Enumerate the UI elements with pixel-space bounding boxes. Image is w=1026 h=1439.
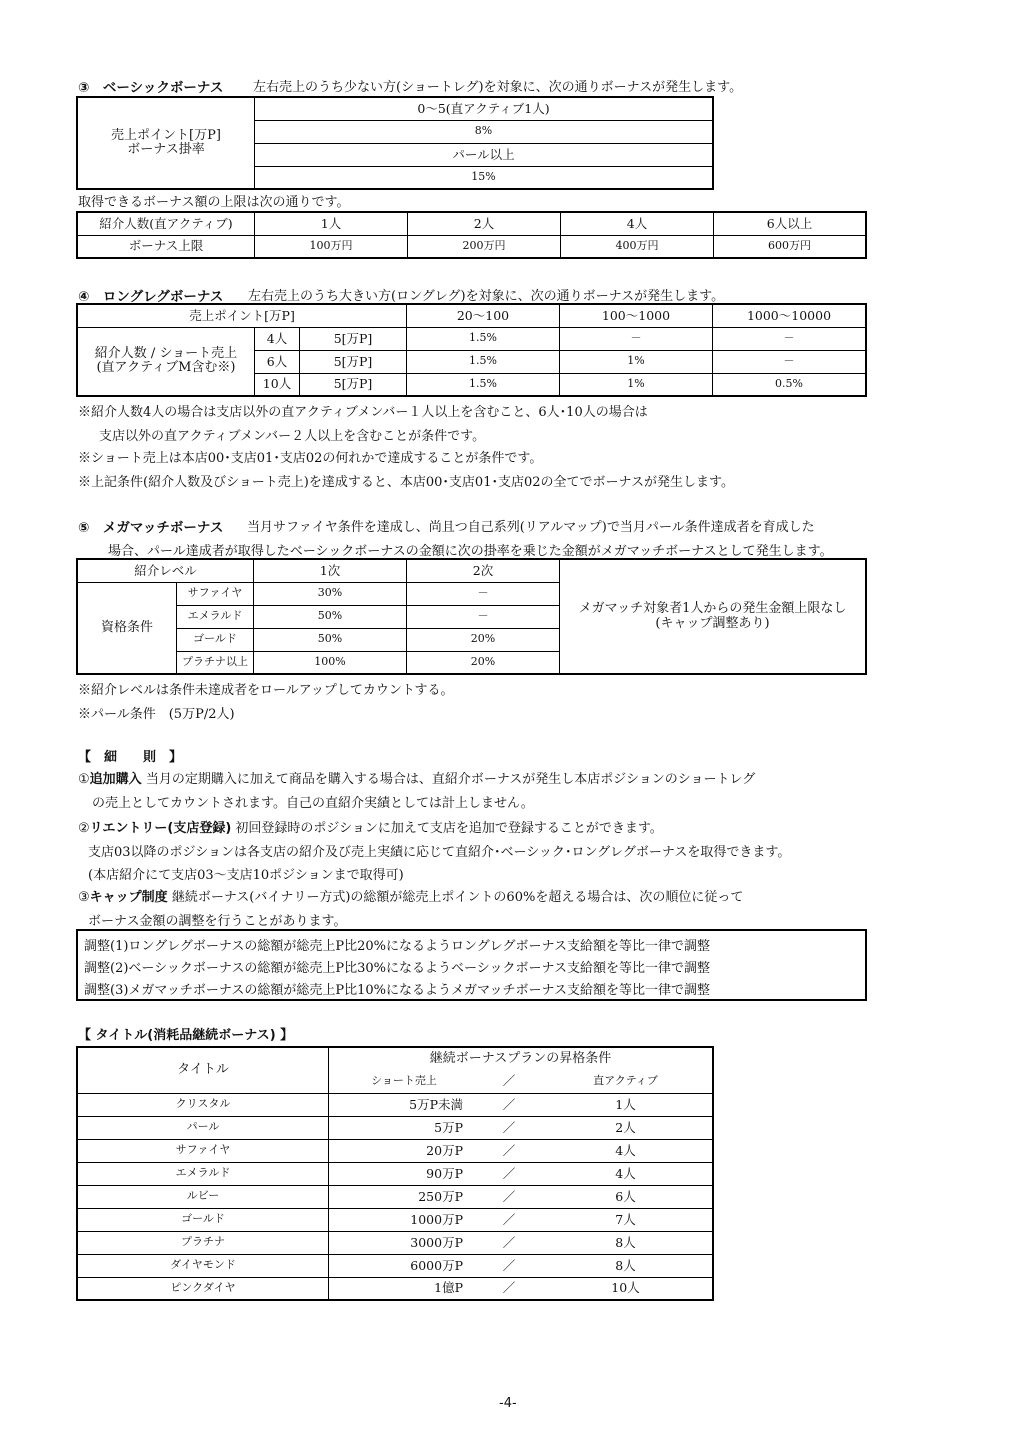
slash-separator: ／ bbox=[479, 1070, 539, 1093]
adjust-line: 調整(2)ベーシックボーナスの総額が総売上P比30%になるようベーシックボーナス支給額を等比一律で調整 bbox=[84, 961, 710, 976]
longleg-cell: 5[万P] bbox=[300, 373, 407, 396]
longleg-header: 20～100 bbox=[407, 304, 560, 327]
title-rank: パール bbox=[77, 1116, 329, 1139]
longleg-note: ※紹介人数4人の場合は支店以外の直アクティブメンバー１人以上を含むこと、6人･10人の場合は bbox=[78, 405, 648, 420]
longleg-header: 売上ポイント[万P] bbox=[77, 304, 407, 327]
mega-desc: 当月サファイヤ条件を達成し、尚且つ自己系列(リアルマップ)で当月パール条件達成者を育成した bbox=[247, 520, 815, 535]
mega-desc: 場合、パール達成者が取得したベーシックボーナスの金額に次の掛率を乗じた金額がメガマッチボーナスとして発生します。 bbox=[108, 544, 833, 559]
mega-rank: サファイヤ bbox=[177, 582, 254, 605]
longleg-desc: 左右売上のうち大きい方(ロングレグ)を対象に、次の通りボーナスが発生します。 bbox=[248, 289, 725, 304]
slash-separator: ／ bbox=[479, 1277, 539, 1300]
title-rank: ゴールド bbox=[77, 1208, 329, 1231]
longleg-cell: 1% bbox=[560, 350, 713, 373]
rule-cont: 支店03以降のポジションは各支店の紹介及び売上実績に応じて直紹介･ベーシック･ロングレグボーナスを取得できます。 bbox=[88, 845, 791, 860]
title-active: 7人 bbox=[539, 1208, 713, 1231]
mega-header: 2次 bbox=[407, 559, 560, 582]
title-group-header: 継続ボーナスプランの昇格条件 bbox=[329, 1047, 714, 1070]
title-rank: クリスタル bbox=[77, 1093, 329, 1116]
adjust-line: 調整(3)メガマッチボーナスの総額が総売上P比10%になるようメガマッチボーナス支給額を等比一律で調整 bbox=[84, 983, 710, 998]
slash-separator: ／ bbox=[479, 1162, 539, 1185]
slash-separator: ／ bbox=[479, 1208, 539, 1231]
limit-header: 4人 bbox=[561, 212, 714, 235]
longleg-row-label: 紹介人数 / ショート売上 (直アクティブM含む※) bbox=[77, 327, 255, 396]
title-sales: 3000万P bbox=[329, 1231, 480, 1254]
rule-cont: (本店紹介にて支店03～支店10ポジションまで取得可) bbox=[88, 868, 404, 883]
title-col-header: タイトル bbox=[77, 1047, 329, 1093]
rule-item bbox=[78, 768, 755, 787]
longleg-table bbox=[76, 303, 867, 397]
rule-item bbox=[78, 817, 663, 836]
rule-text: 初回登録時のポジションに加えて支店を追加で登録することができます。 bbox=[235, 821, 663, 836]
mega-table bbox=[76, 558, 867, 675]
slash-separator: ／ bbox=[479, 1093, 539, 1116]
title-sub-header: ショート売上 bbox=[329, 1070, 480, 1093]
basic-limit-intro: 取得できるボーナス額の上限は次の通りです。 bbox=[78, 195, 350, 210]
limit-value: 100万円 bbox=[255, 235, 408, 258]
longleg-cell: 10人 bbox=[255, 373, 300, 396]
mega-cell: － bbox=[407, 582, 560, 605]
limit-header: 2人 bbox=[408, 212, 561, 235]
title-sales: 1000万P bbox=[329, 1208, 480, 1231]
slash-separator: ／ bbox=[479, 1139, 539, 1162]
mega-heading: ⑤ メガマッチボーナス bbox=[78, 520, 224, 536]
longleg-cell: 0.5% bbox=[713, 373, 867, 396]
rule-text: 継続ボーナス(バイナリー方式)の総額が総売上ポイントの60%を超える場合は、次の順位に従って bbox=[171, 890, 744, 905]
mega-cell: 20% bbox=[407, 651, 560, 674]
basic-cell: パール以上 bbox=[255, 143, 714, 166]
mega-qual-label: 資格条件 bbox=[77, 582, 177, 674]
slash-separator: ／ bbox=[479, 1254, 539, 1277]
title-sub-header: 直アクティブ bbox=[539, 1070, 713, 1093]
mega-side-note: メガマッチ対象者1人からの発生金額上限なし (キャップ調整あり) bbox=[560, 559, 867, 674]
title-active: 4人 bbox=[539, 1139, 713, 1162]
basic-rate-table bbox=[76, 96, 714, 190]
title-rank: サファイヤ bbox=[77, 1139, 329, 1162]
longleg-cell: － bbox=[560, 327, 713, 350]
mega-cell: － bbox=[407, 605, 560, 628]
longleg-cell: 5[万P] bbox=[300, 350, 407, 373]
mega-note: ※パール条件 (5万P/2人) bbox=[78, 707, 235, 722]
basic-limit-table bbox=[76, 211, 867, 259]
title-sales: 20万P bbox=[329, 1139, 480, 1162]
title-active: 6人 bbox=[539, 1185, 713, 1208]
mega-rank: プラチナ以上 bbox=[177, 651, 254, 674]
title-rank: ルビー bbox=[77, 1185, 329, 1208]
mega-header: 紹介レベル bbox=[77, 559, 254, 582]
adjust-box bbox=[76, 929, 867, 1001]
title-rank: ダイヤモンド bbox=[77, 1254, 329, 1277]
rule-title: リエントリー(支店登録) bbox=[89, 821, 232, 836]
limit-header: 紹介人数(直アクティブ) bbox=[77, 212, 255, 235]
page-number: -4- bbox=[499, 1396, 517, 1411]
title-active: 4人 bbox=[539, 1162, 713, 1185]
title-sales: 90万P bbox=[329, 1162, 480, 1185]
longleg-note: 支店以外の直アクティブメンバー２人以上を含むことが条件です。 bbox=[99, 429, 486, 444]
rule-title: キャップ制度 bbox=[89, 890, 168, 905]
basic-row-label: 売上ポイント[万P] ボーナス掛率 bbox=[77, 97, 255, 189]
mega-note: ※紹介レベルは条件未達成者をロールアップしてカウントする。 bbox=[78, 683, 454, 698]
limit-value: 600万円 bbox=[714, 235, 867, 258]
title-table bbox=[76, 1046, 714, 1301]
title-active: 8人 bbox=[539, 1231, 713, 1254]
limit-value: ボーナス上限 bbox=[77, 235, 255, 258]
longleg-cell: 1.5% bbox=[407, 327, 560, 350]
basic-cell: 0～5(直アクティブ1人) bbox=[255, 97, 714, 120]
mega-cell: 50% bbox=[254, 605, 407, 628]
mega-rank: エメラルド bbox=[177, 605, 254, 628]
mega-cell: 50% bbox=[254, 628, 407, 651]
slash-separator: ／ bbox=[479, 1231, 539, 1254]
rule-cont: ボーナス金額の調整を行うことがあります。 bbox=[88, 914, 347, 929]
longleg-cell: 4人 bbox=[255, 327, 300, 350]
title-active: 8人 bbox=[539, 1254, 713, 1277]
mega-cell: 20% bbox=[407, 628, 560, 651]
mega-cell: 100% bbox=[254, 651, 407, 674]
slash-separator: ／ bbox=[479, 1116, 539, 1139]
longleg-cell: 1.5% bbox=[407, 350, 560, 373]
title-rank: プラチナ bbox=[77, 1231, 329, 1254]
title-active: 10人 bbox=[539, 1277, 713, 1300]
basic-cell: 8% bbox=[255, 120, 714, 143]
longleg-cell: 6人 bbox=[255, 350, 300, 373]
basic-desc: 左右売上のうち少ない方(ショートレグ)を対象に、次の通りボーナスが発生します。 bbox=[253, 80, 743, 95]
title-active: 1人 bbox=[539, 1093, 713, 1116]
slash-separator: ／ bbox=[479, 1185, 539, 1208]
title-sales: 5万P未満 bbox=[329, 1093, 480, 1116]
longleg-header: 1000～10000 bbox=[713, 304, 867, 327]
rule-no: ② bbox=[78, 821, 90, 836]
rule-text: 当月の定期購入に加えて商品を購入する場合は、直紹介ボーナスが発生し本店ポジションのショートレグ bbox=[145, 772, 756, 787]
limit-value: 400万円 bbox=[561, 235, 714, 258]
rule-no: ③ bbox=[78, 890, 90, 905]
title-active: 2人 bbox=[539, 1116, 713, 1139]
limit-header: 6人以上 bbox=[714, 212, 867, 235]
longleg-heading: ④ ロングレグボーナス bbox=[78, 289, 224, 305]
title-sales: 6000万P bbox=[329, 1254, 480, 1277]
rule-title: 追加購入 bbox=[89, 772, 142, 787]
longleg-cell: 1.5% bbox=[407, 373, 560, 396]
title-table-heading: 【 タイトル(消耗品継続ボーナス) 】 bbox=[78, 1028, 294, 1043]
adjust-line: 調整(1)ロングレグボーナスの総額が総売上P比20%になるようロングレグボーナス支給額を等比一律で調整 bbox=[84, 939, 710, 954]
longleg-note: ※ショート売上は本店00･支店01･支店02の何れかで達成することが条件です。 bbox=[78, 451, 543, 466]
title-rank: ピンクダイヤ bbox=[77, 1277, 329, 1300]
title-sales: 1億P bbox=[329, 1277, 480, 1300]
rules-heading: 【 細 則 】 bbox=[78, 750, 183, 765]
title-sales: 250万P bbox=[329, 1185, 480, 1208]
title-sales: 5万P bbox=[329, 1116, 480, 1139]
longleg-note: ※上記条件(紹介人数及びショート売上)を達成すると、本店00･支店01･支店02の全てでボーナスが発生します。 bbox=[78, 475, 734, 490]
longleg-cell: 5[万P] bbox=[300, 327, 407, 350]
limit-value: 200万円 bbox=[408, 235, 561, 258]
limit-header: 1人 bbox=[255, 212, 408, 235]
rule-no: ① bbox=[78, 772, 90, 787]
longleg-cell: － bbox=[713, 327, 867, 350]
rule-item bbox=[78, 886, 743, 905]
mega-cell: 30% bbox=[254, 582, 407, 605]
longleg-cell: － bbox=[713, 350, 867, 373]
mega-header: 1次 bbox=[254, 559, 407, 582]
rule-cont: の売上としてカウントされます。自己の直紹介実績としては計上しません。 bbox=[92, 796, 534, 811]
longleg-header: 100～1000 bbox=[560, 304, 713, 327]
basic-heading: ③ ベーシックボーナス bbox=[78, 80, 224, 96]
title-rank: エメラルド bbox=[77, 1162, 329, 1185]
mega-rank: ゴールド bbox=[177, 628, 254, 651]
basic-cell: 15% bbox=[255, 166, 714, 189]
longleg-cell: 1% bbox=[560, 373, 713, 396]
